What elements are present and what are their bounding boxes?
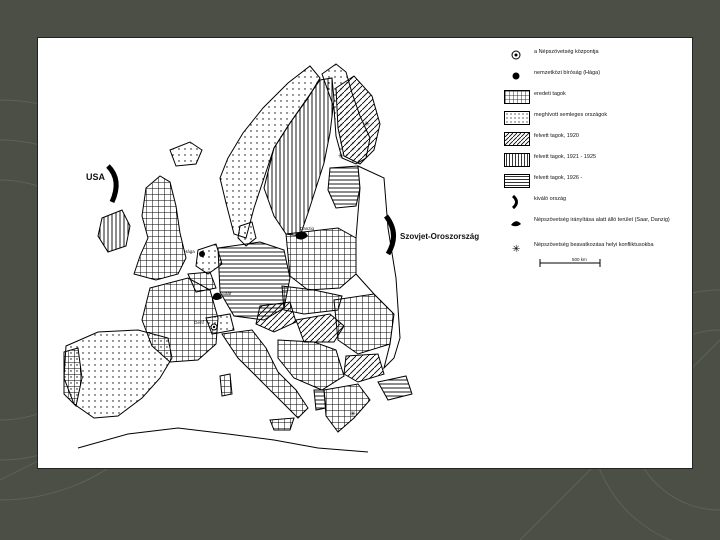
- asterisk-icon: [508, 241, 524, 255]
- vertical-pattern-swatch: [504, 153, 530, 167]
- legend-label: felvett tagok, 1921 - 1925: [534, 154, 597, 160]
- region-greece: [324, 384, 370, 432]
- region-finland-east: [336, 76, 380, 164]
- legend-label: Népszövetség irányítása alatt álló terület (Saar, Danzig): [534, 217, 670, 223]
- legend-item-invited: [504, 111, 684, 127]
- conflict-star-3: ✳: [364, 121, 370, 128]
- legend-item-hq: [504, 48, 684, 64]
- scale-label: 500 km: [572, 257, 587, 262]
- legend-item-admitted-1926: [504, 174, 684, 190]
- usa-bracket: [108, 166, 116, 202]
- withdrawn-bracket-icon: [508, 195, 524, 209]
- legend-label: Népszövetség beavatkozása helyi konfliktusokba: [534, 242, 654, 248]
- region-ireland: [98, 210, 130, 252]
- grid-pattern-swatch: [504, 90, 530, 104]
- region-iceland: [170, 142, 202, 166]
- region-sardinia: [220, 374, 232, 396]
- diagonal-pattern-swatch: [504, 132, 530, 146]
- label-hague: Hága: [184, 249, 195, 254]
- region-turkey: [378, 376, 412, 400]
- hq-icon: [508, 48, 524, 62]
- legend-item-admitted-1920: [504, 132, 684, 148]
- hague-marker: [199, 251, 205, 257]
- region-denmark: [238, 222, 256, 246]
- legend-label: meghívott semleges országok: [534, 112, 608, 118]
- conflict-star-2: ✳: [350, 411, 356, 418]
- north-africa-coast: [78, 428, 368, 452]
- region-sicily: [270, 418, 294, 430]
- region-britain: [134, 176, 186, 280]
- legend-label: nemzetközi bíróság (Hága): [534, 70, 601, 76]
- label-soviet: Szovjet-Oroszország: [400, 232, 480, 241]
- region-bulgaria: [344, 354, 384, 382]
- geneva-hq-dot: [213, 326, 215, 328]
- court-icon: [508, 69, 524, 83]
- label-saar: Saar: [222, 291, 232, 296]
- legend-item-founding: [504, 90, 684, 106]
- legend-label: felvett tagok, 1926 -: [534, 175, 583, 181]
- legend-item-conflict: [504, 241, 684, 261]
- legend-item-court: [504, 69, 684, 85]
- legend-label: felvett tagok, 1920: [534, 133, 579, 139]
- mandate-icon: [508, 216, 524, 230]
- svg-text:✳: ✳: [512, 244, 521, 255]
- conflict-star-1: ✳: [338, 153, 344, 160]
- region-baltics: [328, 166, 360, 208]
- label-usa: USA: [86, 172, 106, 182]
- map-frame: [37, 37, 693, 469]
- legend-item-admitted-1921: [504, 153, 684, 169]
- dots-pattern-swatch: [504, 111, 530, 125]
- legend-label: eredeti tagok: [534, 91, 566, 97]
- legend-item-withdrawn: [504, 195, 684, 211]
- legend-label: a Népszövetség központja: [534, 49, 599, 55]
- legend-item-mandate: [504, 216, 684, 236]
- horizontal-pattern-swatch: [504, 174, 530, 188]
- legend-label: kiváló ország: [534, 196, 567, 202]
- region-czechoslovakia: [282, 286, 342, 314]
- map-legend: [504, 48, 684, 266]
- label-geneva: Genf: [194, 320, 204, 325]
- label-danzig: Danzig: [300, 226, 315, 231]
